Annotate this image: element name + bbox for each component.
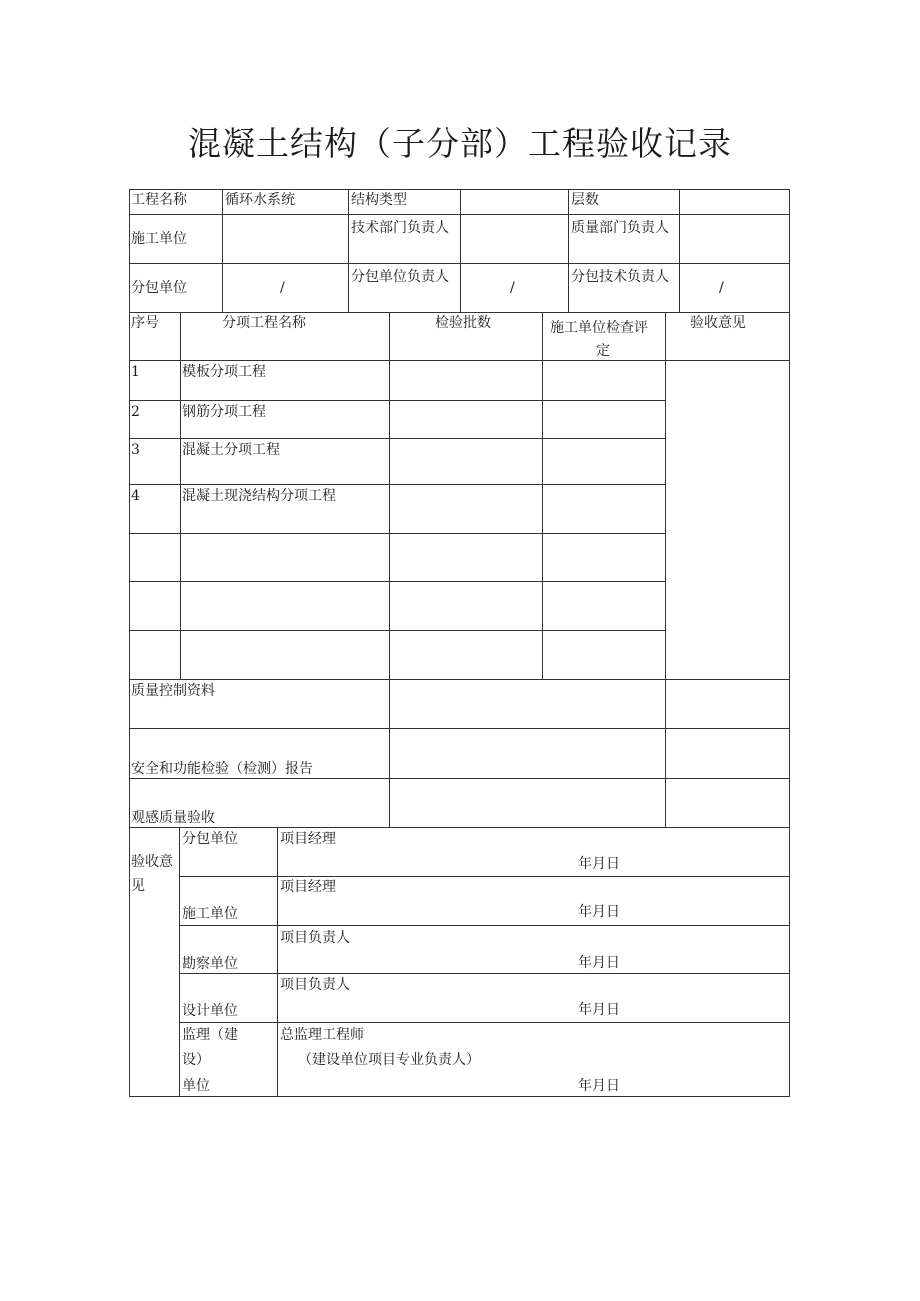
page-title: 混凝土结构（子分部）工程验收记录 xyxy=(188,124,732,163)
col-self-check-header-2: 定 xyxy=(596,343,610,359)
safety-report-label: 安全和功能检验（检测）报告 xyxy=(131,761,313,777)
subcontractor-tech-head-label: 分包技术负责人 xyxy=(571,269,669,285)
col-batches-header: 检验批数 xyxy=(435,315,491,331)
design-head-label: 项目负责人 xyxy=(280,977,350,993)
supervision-date-label: 年月日 xyxy=(578,1078,620,1094)
design-date-label: 年月日 xyxy=(578,1002,620,1018)
construction-unit-sign-label: 施工单位 xyxy=(182,906,238,922)
appearance-label: 观感质量验收 xyxy=(131,810,215,826)
floors-label: 层数 xyxy=(571,192,599,208)
col-self-check-header: 施工单位检查评 xyxy=(550,320,648,336)
row-3-name: 混凝土分项工程 xyxy=(182,442,280,458)
construction-unit-label: 施工单位 xyxy=(131,231,187,247)
design-unit-label: 设计单位 xyxy=(182,1003,238,1019)
acceptance-label: 验收意 xyxy=(131,854,173,870)
col-no-header: 序号 xyxy=(131,315,159,331)
row-2-no: 2 xyxy=(131,404,140,420)
construction-manager-label: 项目经理 xyxy=(280,879,336,895)
subcontractor-value: / xyxy=(280,280,285,296)
owner-rep-label: （建设单位项目专业负责人） xyxy=(298,1052,480,1068)
supervision-label-2: 设） xyxy=(182,1052,210,1068)
subcontractor-head-label: 分包单位负责人 xyxy=(351,269,449,285)
col-name-header: 分项工程名称 xyxy=(222,315,306,331)
supervision-label: 监理（建 xyxy=(182,1027,238,1043)
chief-supervisor-label: 总监理工程师 xyxy=(280,1027,364,1043)
row-4-no: 4 xyxy=(131,488,140,504)
project-name-value: 循环水系统 xyxy=(225,192,295,208)
structure-type-label: 结构类型 xyxy=(351,192,407,208)
tech-dept-head-label: 技术部门负责人 xyxy=(351,220,449,236)
project-name-label: 工程名称 xyxy=(131,192,187,208)
subcontractor-head-value: / xyxy=(510,280,515,296)
survey-head-label: 项目负责人 xyxy=(280,930,350,946)
construction-date-label: 年月日 xyxy=(578,904,620,920)
row-1-no: 1 xyxy=(131,364,140,380)
subcontractor-tech-head-value: / xyxy=(719,280,724,296)
col-opinion-header: 验收意见 xyxy=(690,315,746,331)
supervision-label-3: 单位 xyxy=(182,1078,210,1094)
sub-unit-label: 分包单位 xyxy=(182,831,238,847)
sub-manager-label: 项目经理 xyxy=(280,831,336,847)
row-4-name: 混凝土现浇结构分项工程 xyxy=(182,488,336,504)
row-3-no: 3 xyxy=(131,442,140,458)
sub-date-label: 年月日 xyxy=(578,856,620,872)
acceptance-label-2: 见 xyxy=(131,878,145,894)
quality-dept-head-label: 质量部门负责人 xyxy=(571,220,669,236)
quality-docs-label: 质量控制资料 xyxy=(131,683,215,699)
subcontractor-label: 分包单位 xyxy=(131,280,187,296)
survey-unit-label: 勘察单位 xyxy=(182,956,238,972)
row-1-name: 模板分项工程 xyxy=(182,364,266,380)
row-2-name: 钢筋分项工程 xyxy=(182,404,266,420)
survey-date-label: 年月日 xyxy=(578,955,620,971)
